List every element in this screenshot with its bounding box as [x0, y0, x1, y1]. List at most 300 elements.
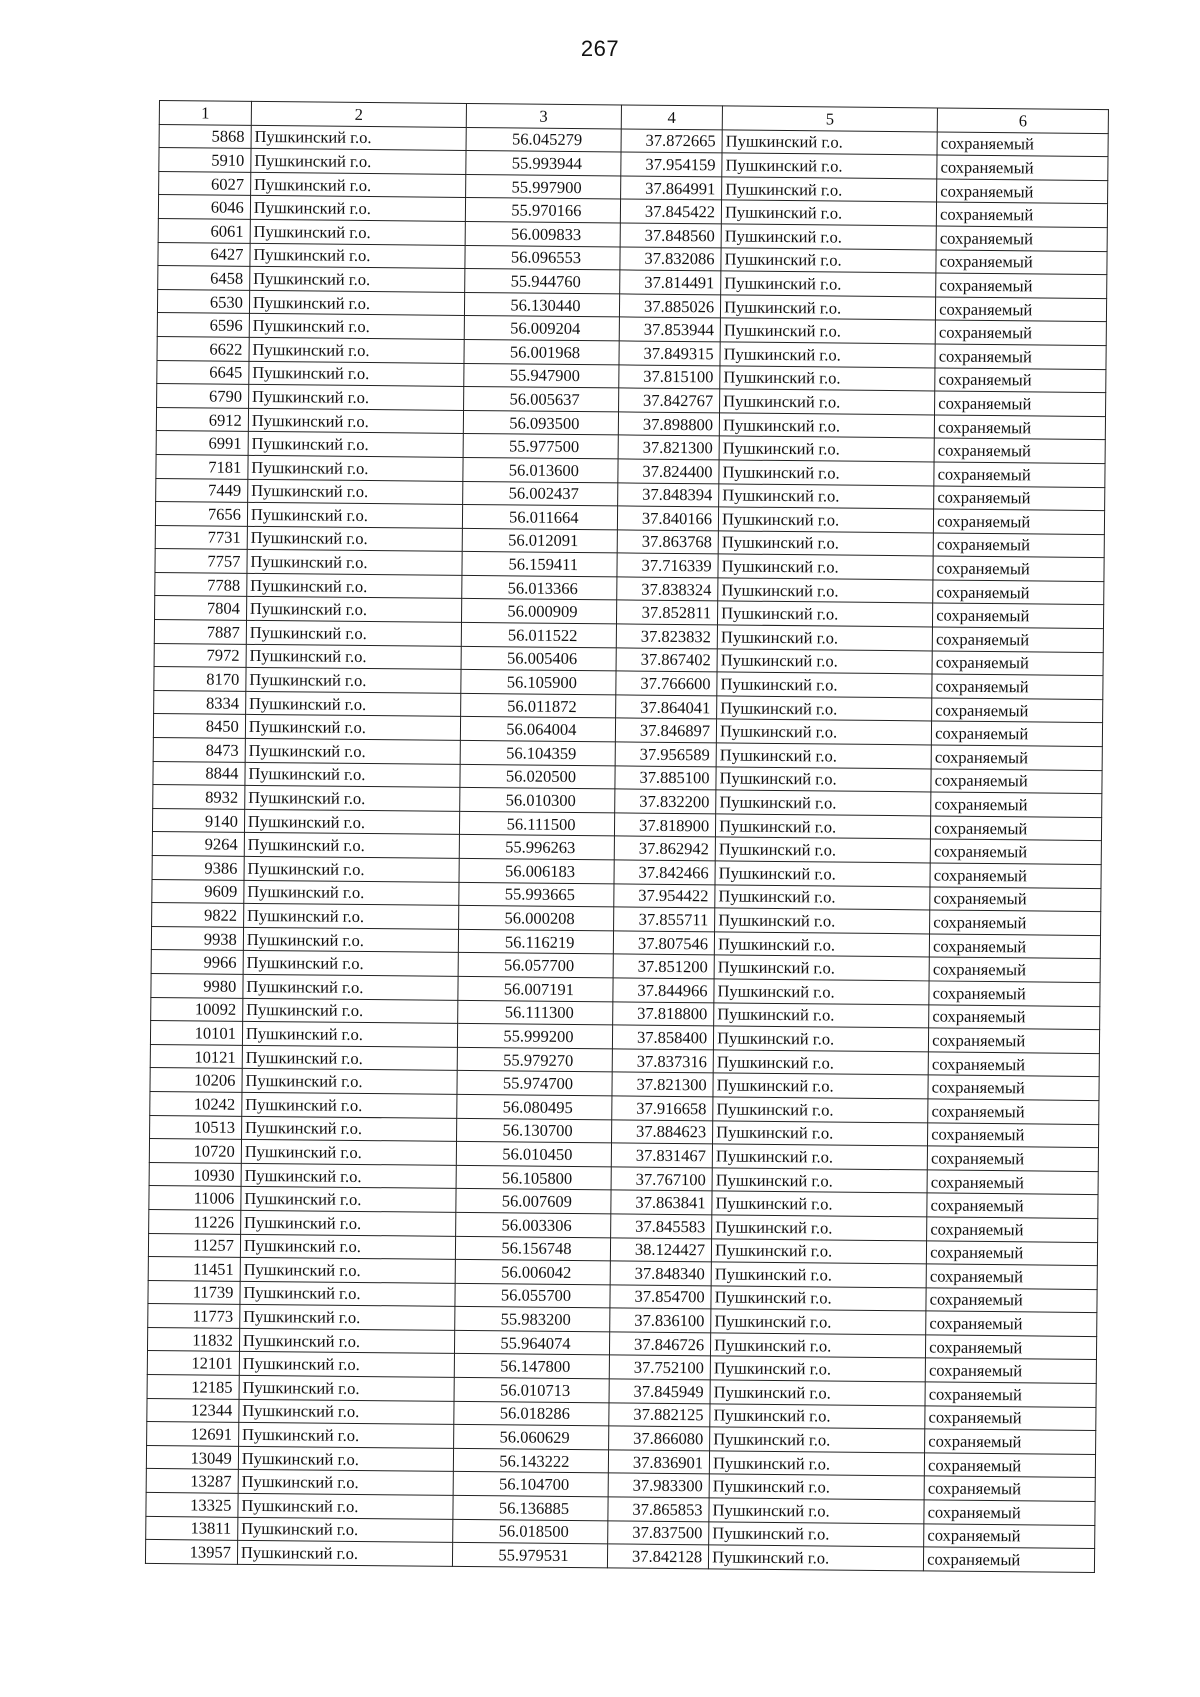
- longitude-cell: 37.884623: [611, 1119, 713, 1144]
- status-cell: сохраняемый: [930, 887, 1101, 912]
- longitude-cell: 37.814491: [619, 270, 721, 295]
- longitude-cell: 37.846726: [609, 1332, 711, 1357]
- district-cell-2: Пушкинский г.о.: [722, 153, 937, 179]
- latitude-cell: 56.105900: [461, 670, 616, 695]
- district-cell: Пушкинский г.о.: [249, 361, 464, 387]
- district-cell-2: Пушкинский г.о.: [719, 436, 934, 462]
- district-cell: Пушкинский г.о.: [246, 644, 461, 670]
- longitude-cell: 37.840166: [617, 506, 719, 531]
- district-cell-2: Пушкинский г.о.: [713, 1073, 928, 1099]
- latitude-cell: 55.996263: [459, 835, 614, 860]
- longitude-cell: 37.752100: [609, 1355, 711, 1380]
- row-id-cell: 11773: [148, 1304, 240, 1328]
- district-cell: Пушкинский г.о.: [245, 762, 460, 788]
- row-id-cell: 5910: [159, 148, 251, 172]
- row-id-cell: 9938: [151, 926, 243, 950]
- district-cell: Пушкинский г.о.: [242, 1092, 457, 1118]
- district-cell-2: Пушкинский г.о.: [720, 389, 935, 415]
- status-cell: сохраняемый: [936, 297, 1107, 322]
- longitude-cell: 37.767100: [611, 1167, 713, 1192]
- latitude-cell: 56.130700: [456, 1118, 611, 1143]
- longitude-cell: 37.885100: [614, 766, 716, 791]
- district-cell: Пушкинский г.о.: [242, 1022, 457, 1048]
- status-cell: сохраняемый: [926, 1264, 1097, 1289]
- latitude-cell: 56.010450: [456, 1142, 611, 1167]
- latitude-cell: 55.993665: [459, 882, 614, 907]
- longitude-cell: 37.818900: [614, 813, 716, 838]
- status-cell: сохраняемый: [928, 1122, 1099, 1147]
- district-cell: Пушкинский г.о.: [239, 1375, 454, 1401]
- status-cell: сохраняемый: [929, 957, 1100, 982]
- district-cell-2: Пушкинский г.о.: [710, 1427, 925, 1453]
- status-cell: сохраняемый: [927, 1170, 1098, 1195]
- district-cell-2: Пушкинский г.о.: [715, 908, 930, 934]
- longitude-cell: 37.854700: [609, 1285, 711, 1310]
- district-cell-2: Пушкинский г.о.: [718, 554, 933, 580]
- latitude-cell: 55.964074: [454, 1330, 609, 1355]
- latitude-cell: 55.974700: [457, 1071, 612, 1096]
- status-cell: сохраняемый: [925, 1406, 1096, 1431]
- district-cell: Пушкинский г.о.: [240, 1210, 455, 1236]
- district-cell: Пушкинский г.о.: [241, 1187, 456, 1213]
- row-id-cell: 13325: [146, 1492, 238, 1516]
- row-id-cell: 6790: [157, 384, 249, 408]
- latitude-cell: 56.105800: [456, 1165, 611, 1190]
- longitude-cell: 37.838324: [616, 577, 718, 602]
- latitude-cell: 56.009204: [464, 316, 619, 341]
- district-cell-2: Пушкинский г.о.: [716, 814, 931, 840]
- longitude-cell: 37.867402: [616, 648, 718, 673]
- latitude-cell: 56.116219: [458, 929, 613, 954]
- district-cell: Пушкинский г.о.: [246, 620, 461, 646]
- district-cell: Пушкинский г.о.: [249, 290, 464, 316]
- district-cell: Пушкинский г.о.: [248, 384, 463, 410]
- latitude-cell: 56.159411: [462, 552, 617, 577]
- row-id-cell: 11006: [149, 1186, 241, 1210]
- district-cell: Пушкинский г.о.: [243, 927, 458, 953]
- status-cell: сохраняемый: [934, 462, 1105, 487]
- district-cell: Пушкинский г.о.: [247, 573, 462, 599]
- table-body: [145, 124, 1108, 1572]
- status-cell: сохраняемый: [931, 816, 1102, 841]
- latitude-cell: 55.979270: [457, 1047, 612, 1072]
- longitude-cell: 37.815100: [618, 364, 720, 389]
- district-cell: Пушкинский г.о.: [240, 1234, 455, 1260]
- status-cell: сохраняемый: [927, 1193, 1098, 1218]
- district-cell: Пушкинский г.о.: [245, 715, 460, 741]
- column-header: 6: [937, 108, 1108, 133]
- district-cell: Пушкинский г.о.: [249, 314, 464, 340]
- longitude-cell: 37.845949: [609, 1379, 711, 1404]
- status-cell: сохраняемый: [929, 981, 1100, 1006]
- row-id-cell: 12101: [147, 1351, 239, 1375]
- longitude-cell: 37.824400: [617, 459, 719, 484]
- latitude-cell: 56.020500: [460, 764, 615, 789]
- longitude-cell: 37.842767: [618, 388, 720, 413]
- latitude-cell: 56.055700: [455, 1283, 610, 1308]
- row-id-cell: 10720: [149, 1139, 241, 1163]
- district-cell-2: Пушкинский г.о.: [713, 1050, 928, 1076]
- latitude-cell: 56.005406: [461, 646, 616, 671]
- row-id-cell: 12691: [147, 1422, 239, 1446]
- latitude-cell: 55.983200: [455, 1307, 610, 1332]
- district-cell-2: Пушкинский г.о.: [715, 837, 930, 863]
- latitude-cell: 56.111300: [458, 1000, 613, 1025]
- longitude-cell: 38.124427: [610, 1237, 712, 1262]
- district-cell-2: Пушкинский г.о.: [718, 578, 933, 604]
- district-cell: Пушкинский г.о.: [239, 1399, 454, 1425]
- row-id-cell: 6645: [157, 360, 249, 384]
- status-cell: сохраняемый: [930, 910, 1101, 935]
- status-cell: сохраняемый: [926, 1288, 1097, 1313]
- row-id-cell: 5868: [159, 124, 251, 148]
- longitude-cell: 37.848560: [620, 223, 722, 248]
- data-table-container: [145, 100, 1109, 1573]
- district-cell: Пушкинский г.о.: [237, 1541, 452, 1567]
- district-cell-2: Пушкинский г.о.: [719, 413, 934, 439]
- status-cell: сохраняемый: [928, 1052, 1099, 1077]
- column-header: 2: [251, 101, 466, 127]
- row-id-cell: 11226: [149, 1209, 241, 1233]
- latitude-cell: 55.997900: [466, 174, 621, 199]
- page-number: 267: [580, 36, 620, 61]
- status-cell: сохраняемый: [929, 1004, 1100, 1029]
- district-cell-2: Пушкинский г.о.: [721, 295, 936, 321]
- district-cell: Пушкинский г.о.: [247, 502, 462, 528]
- status-cell: сохраняемый: [927, 1217, 1098, 1242]
- latitude-cell: 56.007609: [456, 1189, 611, 1214]
- latitude-cell: 56.010300: [460, 788, 615, 813]
- status-cell: сохраняемый: [937, 132, 1108, 157]
- district-cell-2: Пушкинский г.о.: [717, 672, 932, 698]
- longitude-cell: 37.807546: [613, 931, 715, 956]
- longitude-cell: 37.845583: [610, 1214, 712, 1239]
- longitude-cell: 37.831467: [611, 1143, 713, 1168]
- district-cell-2: Пушкинский г.о.: [714, 1026, 929, 1052]
- district-cell: Пушкинский г.о.: [245, 786, 460, 812]
- longitude-cell: 37.836901: [608, 1450, 710, 1475]
- district-cell-2: Пушкинский г.о.: [712, 1191, 927, 1217]
- longitude-cell: 37.842466: [614, 860, 716, 885]
- latitude-cell: 56.104359: [460, 740, 615, 765]
- district-cell: Пушкинский г.о.: [241, 1163, 456, 1189]
- district-cell-2: Пушкинский г.о.: [720, 318, 935, 344]
- status-cell: сохраняемый: [931, 745, 1102, 770]
- row-id-cell: 7757: [155, 549, 247, 573]
- longitude-cell: 37.837500: [607, 1520, 709, 1545]
- latitude-cell: 56.018286: [454, 1401, 609, 1426]
- longitude-cell: 37.837316: [612, 1049, 714, 1074]
- row-id-cell: 7181: [156, 454, 248, 478]
- status-cell: сохраняемый: [936, 202, 1107, 227]
- row-id-cell: 6046: [158, 195, 250, 219]
- status-cell: сохраняемый: [936, 250, 1107, 275]
- row-id-cell: 6530: [157, 289, 249, 313]
- district-cell-2: Пушкинский г.о.: [713, 1120, 928, 1146]
- status-cell: сохраняемый: [935, 320, 1106, 345]
- latitude-cell: 56.011522: [461, 622, 616, 647]
- district-cell-2: Пушкинский г.о.: [722, 177, 937, 203]
- district-cell-2: Пушкинский г.о.: [721, 271, 936, 297]
- district-cell: Пушкинский г.о.: [251, 125, 466, 151]
- row-id-cell: 11832: [147, 1327, 239, 1351]
- row-id-cell: 6991: [156, 431, 248, 455]
- status-cell: сохраняемый: [934, 415, 1105, 440]
- latitude-cell: 55.947900: [464, 363, 619, 388]
- status-cell: сохраняемый: [924, 1500, 1095, 1525]
- longitude-cell: 37.863768: [617, 530, 719, 555]
- district-cell-2: Пушкинский г.о.: [718, 507, 933, 533]
- status-cell: сохраняемый: [936, 226, 1107, 251]
- latitude-cell: 56.011872: [461, 693, 616, 718]
- longitude-cell: 37.916658: [611, 1096, 713, 1121]
- district-cell-2: Пушкинский г.о.: [721, 247, 936, 273]
- longitude-cell: 37.842128: [607, 1544, 709, 1569]
- district-cell: Пушкинский г.о.: [244, 833, 459, 859]
- status-cell: сохраняемый: [933, 533, 1104, 558]
- district-cell-2: Пушкинский г.о.: [718, 531, 933, 557]
- district-cell: Пушкинский г.о.: [250, 243, 465, 269]
- district-cell: Пушкинский г.о.: [246, 597, 461, 623]
- district-cell: Пушкинский г.о.: [249, 337, 464, 363]
- status-cell: сохраняемый: [928, 1099, 1099, 1124]
- column-header: 5: [722, 106, 937, 132]
- district-cell: Пушкинский г.о.: [250, 267, 465, 293]
- row-id-cell: 8473: [153, 738, 245, 762]
- row-id-cell: 9980: [151, 973, 243, 997]
- status-cell: сохраняемый: [932, 721, 1103, 746]
- district-cell-2: Пушкинский г.о.: [710, 1380, 925, 1406]
- longitude-cell: 37.852811: [616, 600, 718, 625]
- district-cell: Пушкинский г.о.: [243, 904, 458, 930]
- row-id-cell: 9264: [152, 832, 244, 856]
- district-cell: Пушкинский г.о.: [238, 1493, 453, 1519]
- row-id-cell: 7887: [154, 620, 246, 644]
- district-cell: Пушкинский г.о.: [243, 974, 458, 1000]
- longitude-cell: 37.821300: [618, 435, 720, 460]
- status-cell: сохраняемый: [932, 627, 1103, 652]
- row-id-cell: 11451: [148, 1257, 240, 1281]
- row-id-cell: 12185: [147, 1375, 239, 1399]
- status-cell: сохраняемый: [925, 1382, 1096, 1407]
- status-cell: сохраняемый: [927, 1146, 1098, 1171]
- status-cell: сохраняемый: [930, 863, 1101, 888]
- district-cell: Пушкинский г.о.: [245, 738, 460, 764]
- district-cell-2: Пушкинский г.о.: [716, 767, 931, 793]
- row-id-cell: 9966: [151, 950, 243, 974]
- latitude-cell: 56.006183: [459, 858, 614, 883]
- district-cell-2: Пушкинский г.о.: [713, 1097, 928, 1123]
- longitude-cell: 37.865853: [607, 1497, 709, 1522]
- row-id-cell: 9386: [152, 855, 244, 879]
- row-id-cell: 7449: [156, 478, 248, 502]
- row-id-cell: 9822: [152, 903, 244, 927]
- status-cell: сохраняемый: [933, 556, 1104, 581]
- district-cell-2: Пушкинский г.о.: [712, 1168, 927, 1194]
- latitude-cell: 56.147800: [454, 1354, 609, 1379]
- row-id-cell: 13049: [146, 1445, 238, 1469]
- longitude-cell: 37.864041: [615, 695, 717, 720]
- row-id-cell: 7731: [155, 525, 247, 549]
- column-header: 1: [159, 101, 251, 125]
- longitude-cell: 37.836100: [609, 1308, 711, 1333]
- latitude-cell: 56.005637: [463, 387, 618, 412]
- status-cell: сохраняемый: [927, 1240, 1098, 1265]
- status-cell: сохраняемый: [935, 344, 1106, 369]
- latitude-cell: 56.000208: [458, 906, 613, 931]
- longitude-cell: 37.821300: [611, 1072, 713, 1097]
- row-id-cell: 6596: [157, 313, 249, 337]
- district-cell: Пушкинский г.о.: [240, 1305, 455, 1331]
- district-cell: Пушкинский г.о.: [240, 1257, 455, 1283]
- district-cell: Пушкинский г.о.: [245, 691, 460, 717]
- row-id-cell: 13811: [146, 1516, 238, 1540]
- latitude-cell: 56.156748: [455, 1236, 610, 1261]
- status-cell: сохраняемый: [932, 651, 1103, 676]
- district-cell-2: Пушкинский г.о.: [720, 365, 935, 391]
- longitude-cell: 37.848394: [617, 482, 719, 507]
- status-cell: сохраняемый: [937, 179, 1108, 204]
- district-cell-2: Пушкинский г.о.: [717, 625, 932, 651]
- district-cell-2: Пушкинский г.о.: [721, 224, 936, 250]
- district-cell: Пушкинский г.о.: [242, 1045, 457, 1071]
- district-cell-2: Пушкинский г.о.: [709, 1521, 924, 1547]
- row-id-cell: 7972: [154, 643, 246, 667]
- row-id-cell: 10101: [150, 1021, 242, 1045]
- status-cell: сохраняемый: [933, 603, 1104, 628]
- latitude-cell: 56.136885: [453, 1495, 608, 1520]
- row-id-cell: 9609: [152, 879, 244, 903]
- row-id-cell: 7804: [155, 596, 247, 620]
- status-cell: сохраняемый: [932, 698, 1103, 723]
- row-id-cell: 6061: [158, 218, 250, 242]
- longitude-cell: 37.832086: [619, 246, 721, 271]
- district-cell-2: Пушкинский г.о.: [709, 1474, 924, 1500]
- district-cell-2: Пушкинский г.о.: [711, 1262, 926, 1288]
- district-cell-2: Пушкинский г.о.: [709, 1498, 924, 1524]
- longitude-cell: 37.818800: [612, 1001, 714, 1026]
- district-cell: Пушкинский г.о.: [244, 809, 459, 835]
- status-cell: сохраняемый: [931, 792, 1102, 817]
- district-cell-2: Пушкинский г.о.: [714, 979, 929, 1005]
- row-id-cell: 7656: [155, 502, 247, 526]
- latitude-cell: 56.096553: [465, 245, 620, 270]
- status-cell: сохраняемый: [930, 839, 1101, 864]
- longitude-cell: 37.844966: [612, 978, 714, 1003]
- latitude-cell: 56.018500: [453, 1519, 608, 1544]
- column-header: 3: [466, 103, 621, 128]
- row-id-cell: 6912: [156, 407, 248, 431]
- latitude-cell: 56.003306: [456, 1212, 611, 1237]
- longitude-cell: 37.898800: [618, 412, 720, 437]
- district-cell-2: Пушкинский г.о.: [712, 1144, 927, 1170]
- district-cell-2: Пушкинский г.о.: [717, 649, 932, 675]
- status-cell: сохраняемый: [924, 1524, 1095, 1549]
- row-id-cell: 8334: [154, 690, 246, 714]
- row-id-cell: 10121: [150, 1044, 242, 1068]
- status-cell: сохраняемый: [929, 1028, 1100, 1053]
- district-cell: Пушкинский г.о.: [250, 219, 465, 245]
- row-id-cell: 6027: [159, 171, 251, 195]
- district-cell: Пушкинский г.о.: [248, 479, 463, 505]
- district-cell-2: Пушкинский г.о.: [714, 1002, 929, 1028]
- district-cell: Пушкинский г.о.: [250, 172, 465, 198]
- latitude-cell: 56.007191: [458, 976, 613, 1001]
- district-cell: Пушкинский г.о.: [248, 455, 463, 481]
- row-id-cell: 10930: [149, 1162, 241, 1186]
- longitude-cell: 37.866080: [608, 1426, 710, 1451]
- status-cell: сохраняемый: [932, 674, 1103, 699]
- district-cell: Пушкинский г.о.: [247, 550, 462, 576]
- status-cell: сохраняемый: [933, 580, 1104, 605]
- row-id-cell: 13957: [145, 1540, 237, 1564]
- district-cell-2: Пушкинский г.о.: [709, 1545, 924, 1571]
- district-cell-2: Пушкинский г.о.: [711, 1286, 926, 1312]
- district-cell: Пушкинский г.о.: [241, 1116, 456, 1142]
- status-cell: сохраняемый: [924, 1476, 1095, 1501]
- district-cell-2: Пушкинский г.о.: [717, 696, 932, 722]
- district-cell: Пушкинский г.о.: [248, 408, 463, 434]
- latitude-cell: 56.130440: [464, 292, 619, 317]
- status-cell: сохраняемый: [926, 1335, 1097, 1360]
- district-cell: Пушкинский г.о.: [238, 1470, 453, 1496]
- district-cell-2: Пушкинский г.о.: [715, 861, 930, 887]
- district-cell-2: Пушкинский г.о.: [719, 460, 934, 486]
- status-cell: сохраняемый: [935, 391, 1106, 416]
- latitude-cell: 56.013600: [463, 457, 618, 482]
- district-cell-2: Пушкинский г.о.: [716, 743, 931, 769]
- row-id-cell: 9140: [152, 808, 244, 832]
- latitude-cell: 55.999200: [457, 1024, 612, 1049]
- latitude-cell: 56.013366: [462, 575, 617, 600]
- status-cell: сохраняемый: [929, 934, 1100, 959]
- latitude-cell: 56.001968: [464, 339, 619, 364]
- data-table: [145, 100, 1109, 1573]
- district-cell: Пушкинский г.о.: [246, 668, 461, 694]
- district-cell-2: Пушкинский г.о.: [714, 932, 929, 958]
- district-cell-2: Пушкинский г.о.: [710, 1356, 925, 1382]
- district-cell: Пушкинский г.о.: [243, 951, 458, 977]
- district-cell: Пушкинский г.о.: [250, 196, 465, 222]
- row-id-cell: 8170: [154, 667, 246, 691]
- latitude-cell: 55.977500: [463, 434, 618, 459]
- district-cell-2: Пушкинский г.о.: [711, 1333, 926, 1359]
- latitude-cell: 56.011664: [462, 505, 617, 530]
- district-cell-2: Пушкинский г.о.: [722, 130, 937, 156]
- latitude-cell: 56.006042: [455, 1259, 610, 1284]
- row-id-cell: 13287: [146, 1469, 238, 1493]
- row-id-cell: 8450: [153, 714, 245, 738]
- status-cell: сохраняемый: [924, 1453, 1095, 1478]
- district-cell: Пушкинский г.о.: [244, 880, 459, 906]
- longitude-cell: 37.823832: [616, 624, 718, 649]
- latitude-cell: 55.993944: [466, 151, 621, 176]
- district-cell: Пушкинский г.о.: [251, 149, 466, 175]
- longitude-cell: 37.846897: [615, 718, 717, 743]
- status-cell: сохраняемый: [937, 155, 1108, 180]
- district-cell-2: Пушкинский г.о.: [718, 601, 933, 627]
- row-id-cell: 6427: [158, 242, 250, 266]
- district-cell: Пушкинский г.о.: [240, 1281, 455, 1307]
- latitude-cell: 56.111500: [459, 811, 614, 836]
- longitude-cell: 37.872665: [621, 129, 723, 154]
- district-cell: Пушкинский г.о.: [238, 1446, 453, 1472]
- latitude-cell: 55.979531: [452, 1543, 607, 1568]
- row-id-cell: 6622: [157, 336, 249, 360]
- district-cell: Пушкинский г.о.: [238, 1517, 453, 1543]
- district-cell-2: Пушкинский г.о.: [711, 1309, 926, 1335]
- status-cell: сохраняемый: [925, 1358, 1096, 1383]
